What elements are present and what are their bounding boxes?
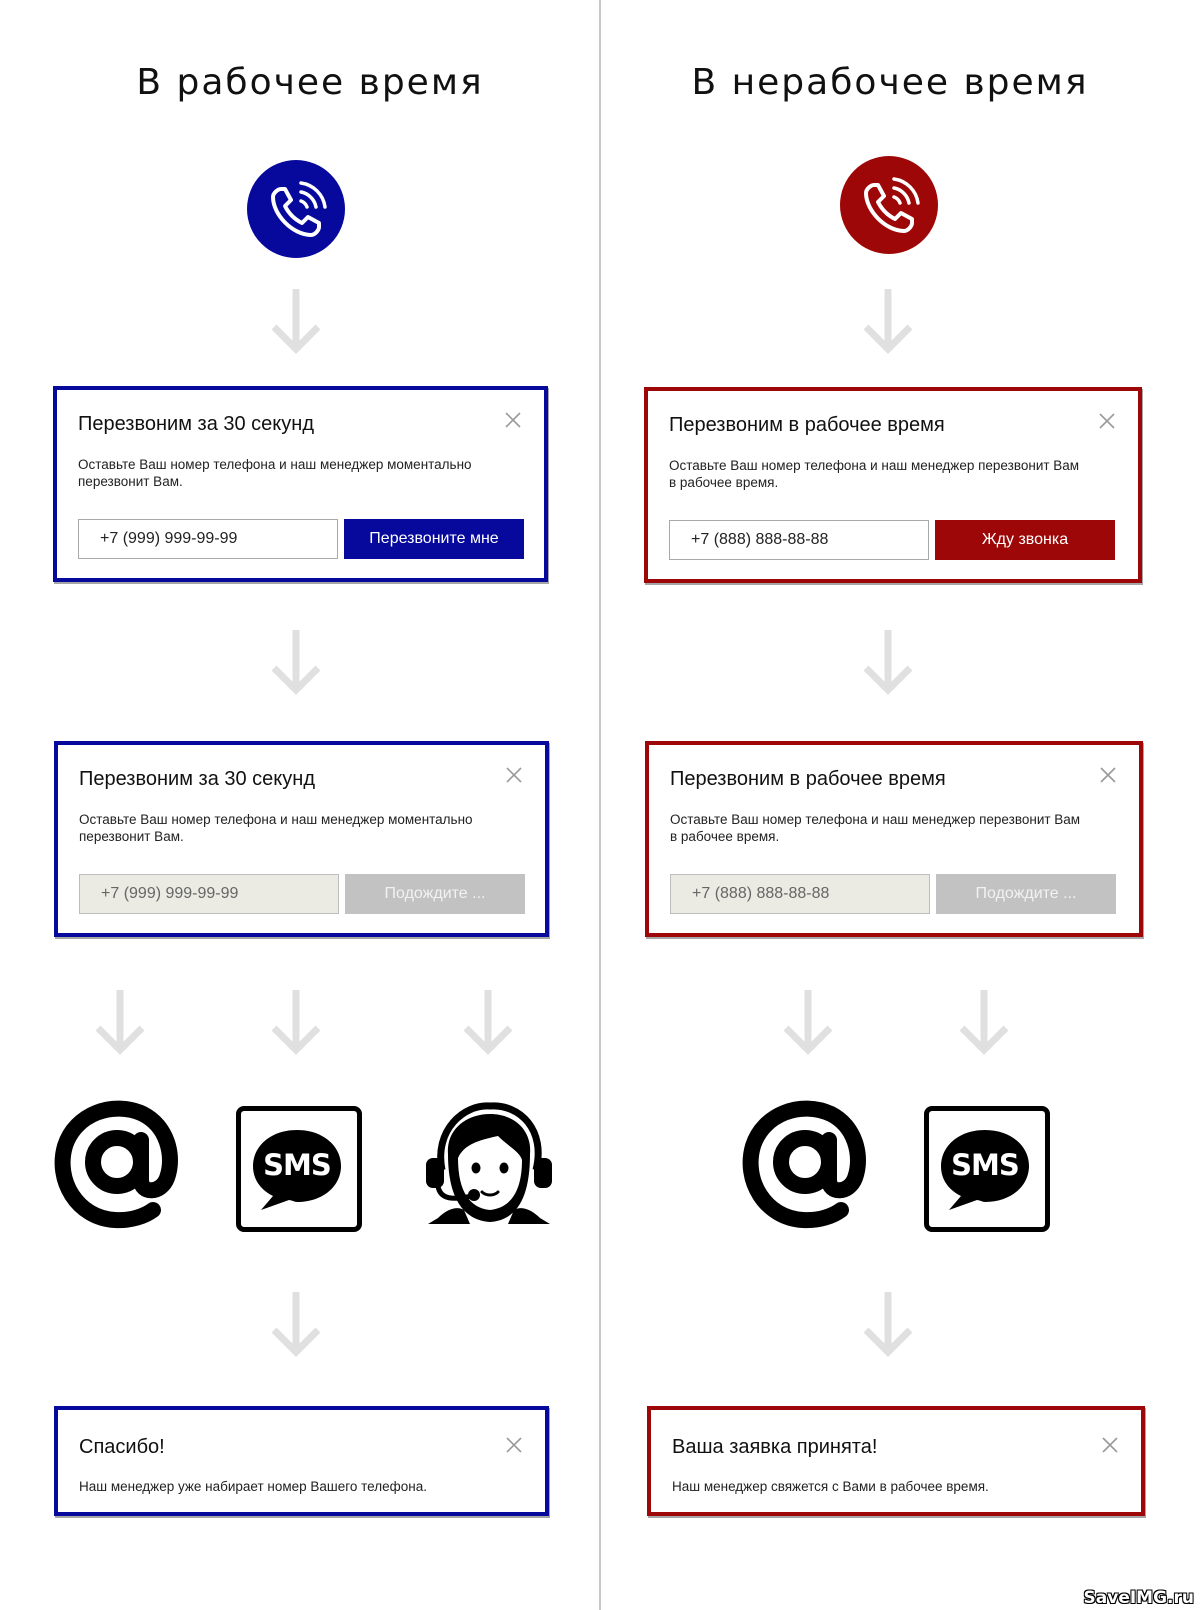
off-hours-heading: В нерабочее время (691, 62, 1089, 103)
callback-modal (53, 386, 548, 582)
arrow-down-icon (862, 287, 914, 355)
callback-modal-waiting (54, 741, 549, 937)
wait-button-disabled: Подождите ... (345, 874, 525, 914)
modal-title: Спасибо! (79, 1436, 165, 1458)
arrow-down-icon (270, 988, 322, 1056)
close-icon[interactable] (505, 766, 523, 784)
modal-description: Оставьте Ваш номер телефона и наш менеджер перезвонит Вам в рабочее время. (669, 458, 1080, 490)
modal-description: Оставьте Ваш номер телефона и наш менеджер моментально перезвонит Вам. (78, 457, 472, 489)
await-call-button[interactable]: Жду звонка (935, 520, 1115, 560)
arrow-down-icon (270, 287, 322, 355)
thanks-modal (54, 1406, 549, 1516)
close-icon[interactable] (1098, 412, 1116, 430)
phone-input[interactable]: +7 (888) 888-88-88 (669, 520, 929, 560)
phone-call-icon[interactable] (840, 156, 938, 254)
call-me-button[interactable]: Перезвоните мне (344, 519, 524, 559)
arrow-down-icon (862, 1290, 914, 1358)
modal-title: Перезвоним в рабочее время (669, 414, 945, 436)
phone-call-icon[interactable] (247, 160, 345, 258)
arrow-down-icon (782, 988, 834, 1056)
arrow-down-icon (94, 988, 146, 1056)
arrow-down-icon (462, 988, 514, 1056)
arrow-down-icon (270, 628, 322, 696)
arrow-down-icon (270, 1290, 322, 1358)
sms-icon (924, 1106, 1050, 1232)
sms-icon (236, 1106, 362, 1232)
arrow-down-icon (958, 988, 1010, 1056)
modal-description: Наш менеджер свяжется с Вами в рабочее время. (672, 1479, 989, 1494)
callback-modal (644, 387, 1142, 583)
modal-description: Оставьте Ваш номер телефона и наш менеджер перезвонит Вам в рабочее время. (670, 812, 1081, 844)
email-at-icon (54, 1100, 184, 1230)
request-accepted-modal (647, 1406, 1145, 1516)
email-at-icon (742, 1100, 872, 1230)
modal-title: Ваша заявка принята! (672, 1436, 878, 1458)
arrow-down-icon (862, 628, 914, 696)
column-divider (599, 0, 601, 1610)
wait-button-disabled: Подождите ... (936, 874, 1116, 914)
watermark: SaveIMG.ru (1083, 1588, 1194, 1608)
phone-input-disabled: +7 (999) 999-99-99 (79, 874, 339, 914)
close-icon[interactable] (504, 411, 522, 429)
modal-description: Оставьте Ваш номер телефона и наш менеджер моментально перезвонит Вам. (79, 812, 473, 844)
close-icon[interactable] (505, 1436, 523, 1454)
phone-input-disabled: +7 (888) 888-88-88 (670, 874, 930, 914)
sms-label: SMS (951, 1148, 1019, 1182)
phone-input[interactable]: +7 (999) 999-99-99 (78, 519, 338, 559)
callback-modal-waiting (645, 741, 1143, 937)
sms-label: SMS (263, 1148, 331, 1182)
modal-title: Перезвоним за 30 секунд (79, 768, 315, 790)
operator-headset-icon (424, 1100, 554, 1230)
close-icon[interactable] (1101, 1436, 1119, 1454)
modal-description: Наш менеджер уже набирает номер Вашего телефона. (79, 1479, 427, 1494)
modal-title: Перезвоним за 30 секунд (78, 413, 314, 435)
close-icon[interactable] (1099, 766, 1117, 784)
working-hours-heading: В рабочее время (136, 62, 484, 103)
modal-title: Перезвоним в рабочее время (670, 768, 946, 790)
